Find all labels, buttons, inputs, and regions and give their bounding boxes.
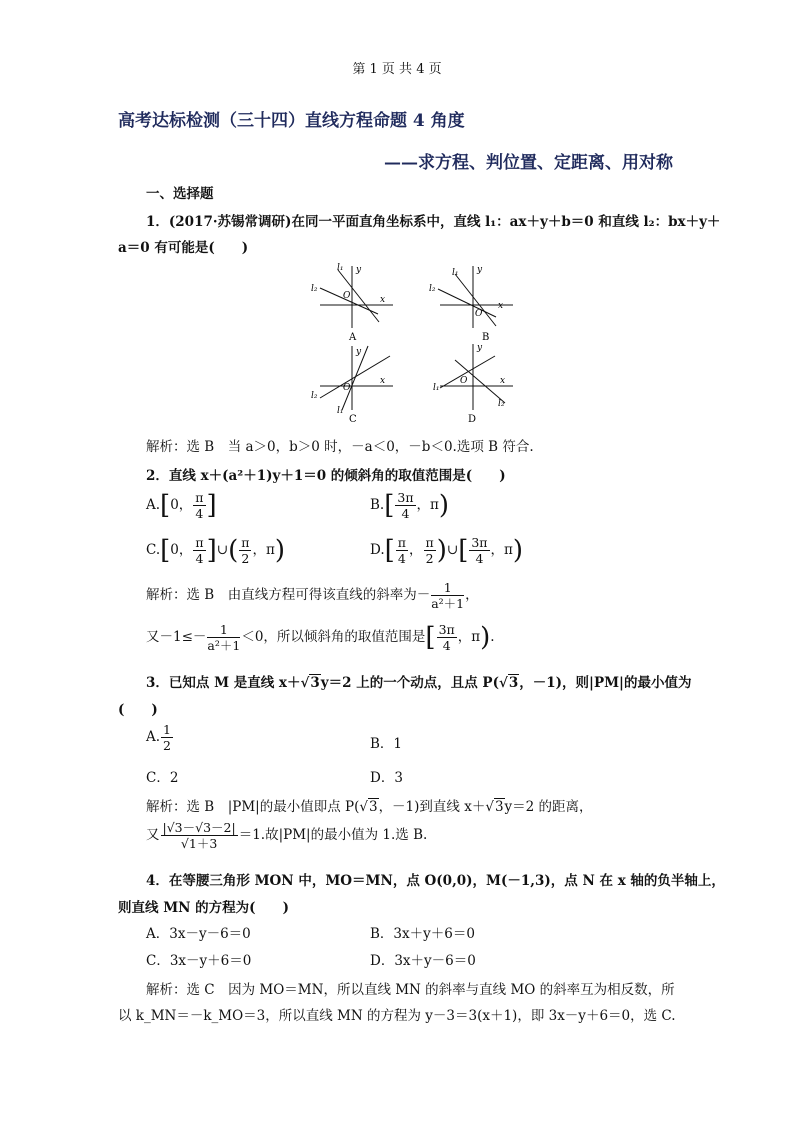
page-header: 第 1 页 共 4 页 bbox=[352, 62, 442, 77]
q4-option-b: B．3x＋y＋6＝0 bbox=[370, 926, 475, 942]
graph-a-x-label: x bbox=[380, 295, 386, 305]
graph-b-l2-label: l₂ bbox=[429, 284, 436, 294]
graph-a-l1-label: l₁ bbox=[337, 263, 344, 273]
q4-answer-line1: 解析：选 C 因为 MO＝MN，所以直线 MN 的斜率与直线 MO 的斜率互为相反数，所 bbox=[146, 982, 675, 998]
q3-option-a: A. $\frac{1}{2}$ bbox=[146, 722, 171, 753]
q1-answer: 解析：选 B 当 a＞0，b＞0 时，－a＜0，－b＜0.选项 B 符合. bbox=[146, 439, 534, 455]
graph-b-y-label: y bbox=[477, 265, 483, 275]
q2-option-d: D.[ $\frac{\pi}{4}$ ， $\frac{\pi}{2}$ )∪[ $\frac{3\pi}{4}$ ，π) bbox=[370, 535, 524, 566]
q3-option-b: B．1 bbox=[370, 736, 403, 752]
q1-stem-line2: a＝0 有可能是( ) bbox=[118, 240, 249, 256]
graph-d-x-label: x bbox=[500, 376, 506, 386]
graph-d-l1-label: l₁ bbox=[433, 383, 440, 393]
q3-stem-line1: 3．已知点 M 是直线 x＋√3y＝2 上的一个动点，且点 P(√3，－1)，则|PM|的最小值为 bbox=[146, 675, 692, 691]
q2-stem: 2．直线 x＋(a²＋1)y＋1＝0 的倾斜角的取值范围是( ) bbox=[146, 468, 506, 484]
q3-stem-line2: ( ) bbox=[118, 702, 158, 718]
worksheet-title: 高考达标检测（三十四）直线方程命题 4 角度 bbox=[118, 111, 465, 131]
graph-c-l2-label: l₂ bbox=[311, 391, 318, 401]
q4-option-a: A．3x－y－6＝0 bbox=[146, 926, 251, 942]
graph-b bbox=[429, 265, 513, 343]
q3-answer-line1: 解析：选 B |PM|的最小值即点 P(√3，－1)到直线 x＋√3y＝2 的距离， bbox=[146, 799, 593, 815]
graph-a bbox=[311, 263, 393, 343]
q3-option-d: D．3 bbox=[370, 770, 403, 786]
graph-d-y-label: y bbox=[477, 343, 483, 353]
q2-option-c: C.[0， $\frac{\pi}{4}$ ]∪( $\frac{\pi}{2}$ ，π) bbox=[146, 535, 285, 566]
graph-d bbox=[433, 343, 513, 425]
graph-a-y-label: y bbox=[356, 265, 362, 275]
q4-stem-line2: 则直线 MN 的方程为( ) bbox=[118, 900, 289, 916]
graph-a-caption: A bbox=[349, 332, 357, 343]
graph-c-caption: C bbox=[349, 414, 357, 425]
graph-a-l2-label: l₂ bbox=[311, 284, 318, 294]
graph-b-x-label: x bbox=[498, 301, 504, 311]
q2-answer-line1: 解析：选 B 由直线方程可得该直线的斜率为－ $\frac{1}{\text{a²＋1}}$ ， bbox=[146, 580, 479, 611]
q1-stem-line1: 1．(2017·苏锡常调研)在同一平面直角坐标系中，直线 l₁：ax＋y＋b＝0 和直线 l₂：bx＋y＋ bbox=[146, 214, 721, 230]
q4-option-c: C．3x－y＋6＝0 bbox=[146, 953, 252, 969]
graph-b-l1-label: l₁ bbox=[452, 268, 459, 278]
graph-b-caption: B bbox=[482, 332, 490, 343]
q4-answer-line2: 以 k_MN＝－k_MO＝3，所以直线 MN 的方程为 y－3＝3(x＋1)，即 3x－y＋6＝0，选 C. bbox=[118, 1008, 676, 1024]
graph-d-l2-label: l₂ bbox=[498, 399, 505, 409]
q4-stem-line1: 4．在等腰三角形 MON 中，MO＝MN，点 O(0,0)，M(－1,3)，点 N 在 x 轴的负半轴上， bbox=[146, 873, 725, 889]
graph-b-origin-label: O bbox=[475, 309, 483, 319]
section-heading: 一、选择题 bbox=[146, 186, 214, 202]
q2-answer-line2: 又－1≤－ $\frac{1}{\text{a²＋1}}$ ＜0，所以倾斜角的取值范围是[ $\frac{3\pi}{4}$ ，π). bbox=[146, 622, 495, 653]
graph-c-origin-label: O bbox=[343, 383, 351, 393]
q4-option-d: D．3x＋y－6＝0 bbox=[370, 953, 476, 969]
graph-a-origin-label: O bbox=[343, 291, 351, 301]
worksheet-subtitle: ——求方程、判位置、定距离、用对称 bbox=[384, 153, 673, 173]
graph-c bbox=[311, 346, 393, 425]
q3-option-c: C．2 bbox=[146, 770, 179, 786]
graph-c-l1-label: l₁ bbox=[337, 406, 344, 416]
graph-c-y-label: y bbox=[356, 347, 362, 357]
q2-option-b: B.[ $\frac{3\pi}{4}$ ，π) bbox=[370, 490, 450, 521]
q1-option-graphs bbox=[300, 258, 530, 428]
q2-option-a: A.[0， $\frac{\pi}{4}$ ] bbox=[146, 490, 217, 521]
graph-d-origin-label: O bbox=[460, 376, 468, 386]
graph-c-x-label: x bbox=[380, 376, 386, 386]
graph-d-caption: D bbox=[468, 414, 477, 425]
q3-answer-line2: 又 $\frac{|√3-√3-2|}{√1+3}$ ＝1.故|PM|的最小值为 1.选 B. bbox=[146, 820, 428, 851]
